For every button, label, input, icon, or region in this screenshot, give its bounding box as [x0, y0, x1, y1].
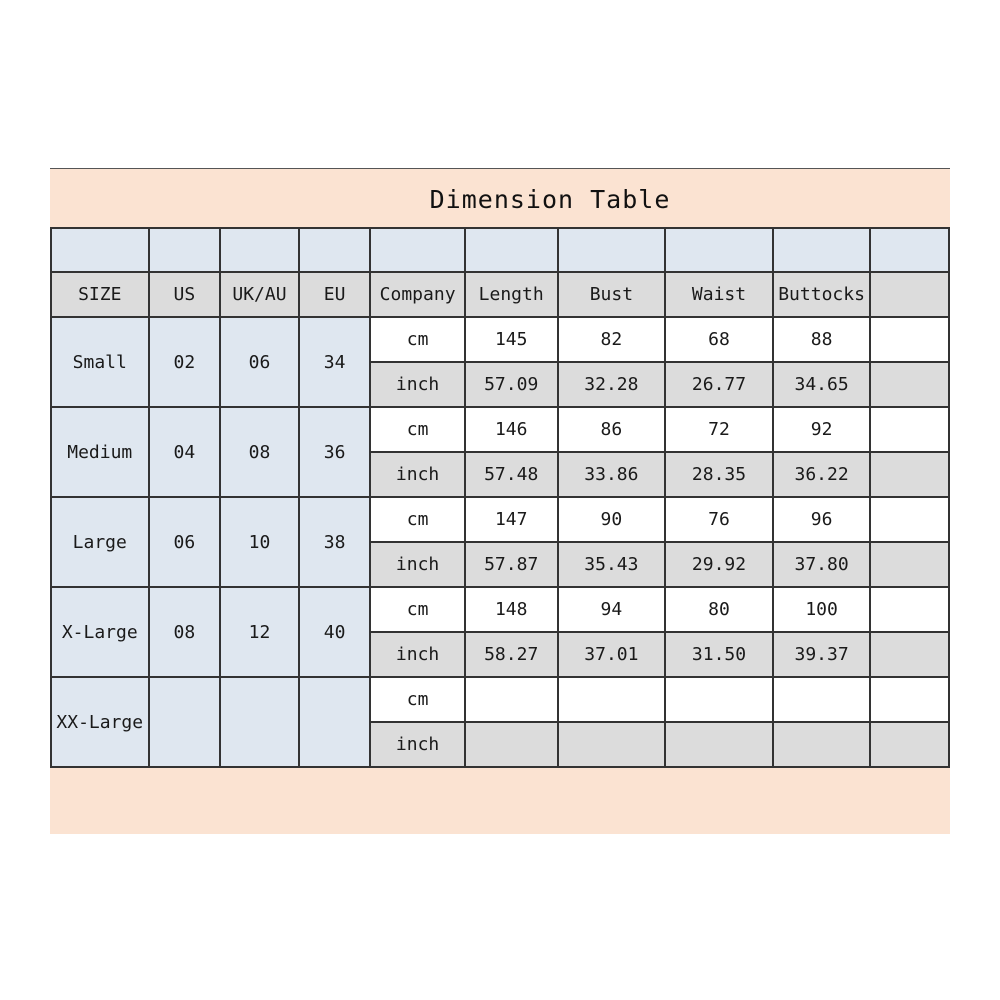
- uk-cell: 08: [220, 407, 299, 497]
- bust-cell: 86: [558, 407, 666, 452]
- uk-cell: 12: [220, 587, 299, 677]
- waist-cell: 28.35: [665, 452, 773, 497]
- buttocks-cell: 96: [773, 497, 871, 542]
- length-cell: 145: [465, 317, 558, 362]
- blank-cell: [51, 228, 149, 272]
- blank-cell: [870, 228, 949, 272]
- waist-cell: [665, 677, 773, 722]
- size-cell: Large: [51, 497, 149, 587]
- bust-cell: 37.01: [558, 632, 666, 677]
- waist-cell: 76: [665, 497, 773, 542]
- size-cell: XX-Large: [51, 677, 149, 767]
- waist-cell: 80: [665, 587, 773, 632]
- bust-cell: 94: [558, 587, 666, 632]
- header-buttocks: Buttocks: [773, 272, 871, 317]
- unit-cell: cm: [370, 497, 464, 542]
- extra-cell: [870, 722, 949, 767]
- bust-cell: [558, 677, 666, 722]
- dimension-table-frame: [50, 168, 950, 834]
- table-title: Dimension Table: [429, 185, 671, 214]
- bust-cell: 33.86: [558, 452, 666, 497]
- eu-cell: 36: [299, 407, 371, 497]
- dimension-table: [50, 227, 950, 768]
- eu-cell: 34: [299, 317, 371, 407]
- extra-cell: [870, 407, 949, 452]
- bust-cell: 32.28: [558, 362, 666, 407]
- waist-cell: 31.50: [665, 632, 773, 677]
- extra-cell: [870, 362, 949, 407]
- uk-cell: 06: [220, 317, 299, 407]
- length-cell: 147: [465, 497, 558, 542]
- length-cell: [465, 722, 558, 767]
- table-row: [51, 587, 949, 632]
- waist-cell: 26.77: [665, 362, 773, 407]
- length-cell: 146: [465, 407, 558, 452]
- length-cell: 148: [465, 587, 558, 632]
- header-eu: EU: [299, 272, 371, 317]
- size-cell: X-Large: [51, 587, 149, 677]
- extra-cell: [870, 497, 949, 542]
- uk-cell: 10: [220, 497, 299, 587]
- bust-cell: 82: [558, 317, 666, 362]
- buttocks-cell: 37.80: [773, 542, 871, 587]
- header-bust: Bust: [558, 272, 666, 317]
- unit-cell: cm: [370, 677, 464, 722]
- buttocks-cell: 92: [773, 407, 871, 452]
- waist-cell: 29.92: [665, 542, 773, 587]
- length-cell: 57.09: [465, 362, 558, 407]
- buttocks-cell: 39.37: [773, 632, 871, 677]
- blank-cell: [370, 228, 464, 272]
- buttocks-cell: 88: [773, 317, 871, 362]
- table-row: [51, 677, 949, 722]
- table-row: [51, 497, 949, 542]
- bottom-band: [50, 797, 950, 834]
- blank-cell: [465, 228, 558, 272]
- size-cell: Medium: [51, 407, 149, 497]
- waist-cell: 68: [665, 317, 773, 362]
- header-uk-au: UK/AU: [220, 272, 299, 317]
- table-row: [51, 317, 949, 362]
- unit-cell: inch: [370, 362, 464, 407]
- bust-cell: 35.43: [558, 542, 666, 587]
- length-cell: 57.48: [465, 452, 558, 497]
- us-cell: 06: [149, 497, 221, 587]
- header-company: Company: [370, 272, 464, 317]
- blank-cell: [299, 228, 371, 272]
- blank-cell: [558, 228, 666, 272]
- bust-cell: 90: [558, 497, 666, 542]
- eu-cell: 38: [299, 497, 371, 587]
- extra-cell: [870, 677, 949, 722]
- eu-cell: 40: [299, 587, 371, 677]
- blank-cell: [149, 228, 221, 272]
- header-waist: Waist: [665, 272, 773, 317]
- uk-cell: [220, 677, 299, 767]
- extra-cell: [870, 452, 949, 497]
- size-cell: Small: [51, 317, 149, 407]
- blank-cell: [220, 228, 299, 272]
- us-cell: 02: [149, 317, 221, 407]
- waist-cell: 72: [665, 407, 773, 452]
- header-us: US: [149, 272, 221, 317]
- unit-cell: inch: [370, 632, 464, 677]
- extra-cell: [870, 632, 949, 677]
- extra-cell: [870, 542, 949, 587]
- buttocks-cell: [773, 677, 871, 722]
- header-length: Length: [465, 272, 558, 317]
- column-header-row: [51, 272, 949, 317]
- unit-cell: inch: [370, 542, 464, 587]
- unit-cell: inch: [370, 722, 464, 767]
- blank-cell: [773, 228, 871, 272]
- length-cell: 58.27: [465, 632, 558, 677]
- header-size: SIZE: [51, 272, 149, 317]
- blank-header-row: [51, 228, 949, 272]
- us-cell: 04: [149, 407, 221, 497]
- us-cell: [149, 677, 221, 767]
- eu-cell: [299, 677, 371, 767]
- table-row: [51, 407, 949, 452]
- unit-cell: cm: [370, 407, 464, 452]
- length-cell: [465, 677, 558, 722]
- unit-cell: inch: [370, 452, 464, 497]
- bust-cell: [558, 722, 666, 767]
- buttocks-cell: [773, 722, 871, 767]
- extra-cell: [870, 317, 949, 362]
- length-cell: 57.87: [465, 542, 558, 587]
- buttocks-cell: 100: [773, 587, 871, 632]
- unit-cell: cm: [370, 587, 464, 632]
- buttocks-cell: 36.22: [773, 452, 871, 497]
- buttocks-cell: 34.65: [773, 362, 871, 407]
- us-cell: 08: [149, 587, 221, 677]
- extra-cell: [870, 587, 949, 632]
- unit-cell: cm: [370, 317, 464, 362]
- waist-cell: [665, 722, 773, 767]
- blank-cell: [665, 228, 773, 272]
- header-extra: [870, 272, 949, 317]
